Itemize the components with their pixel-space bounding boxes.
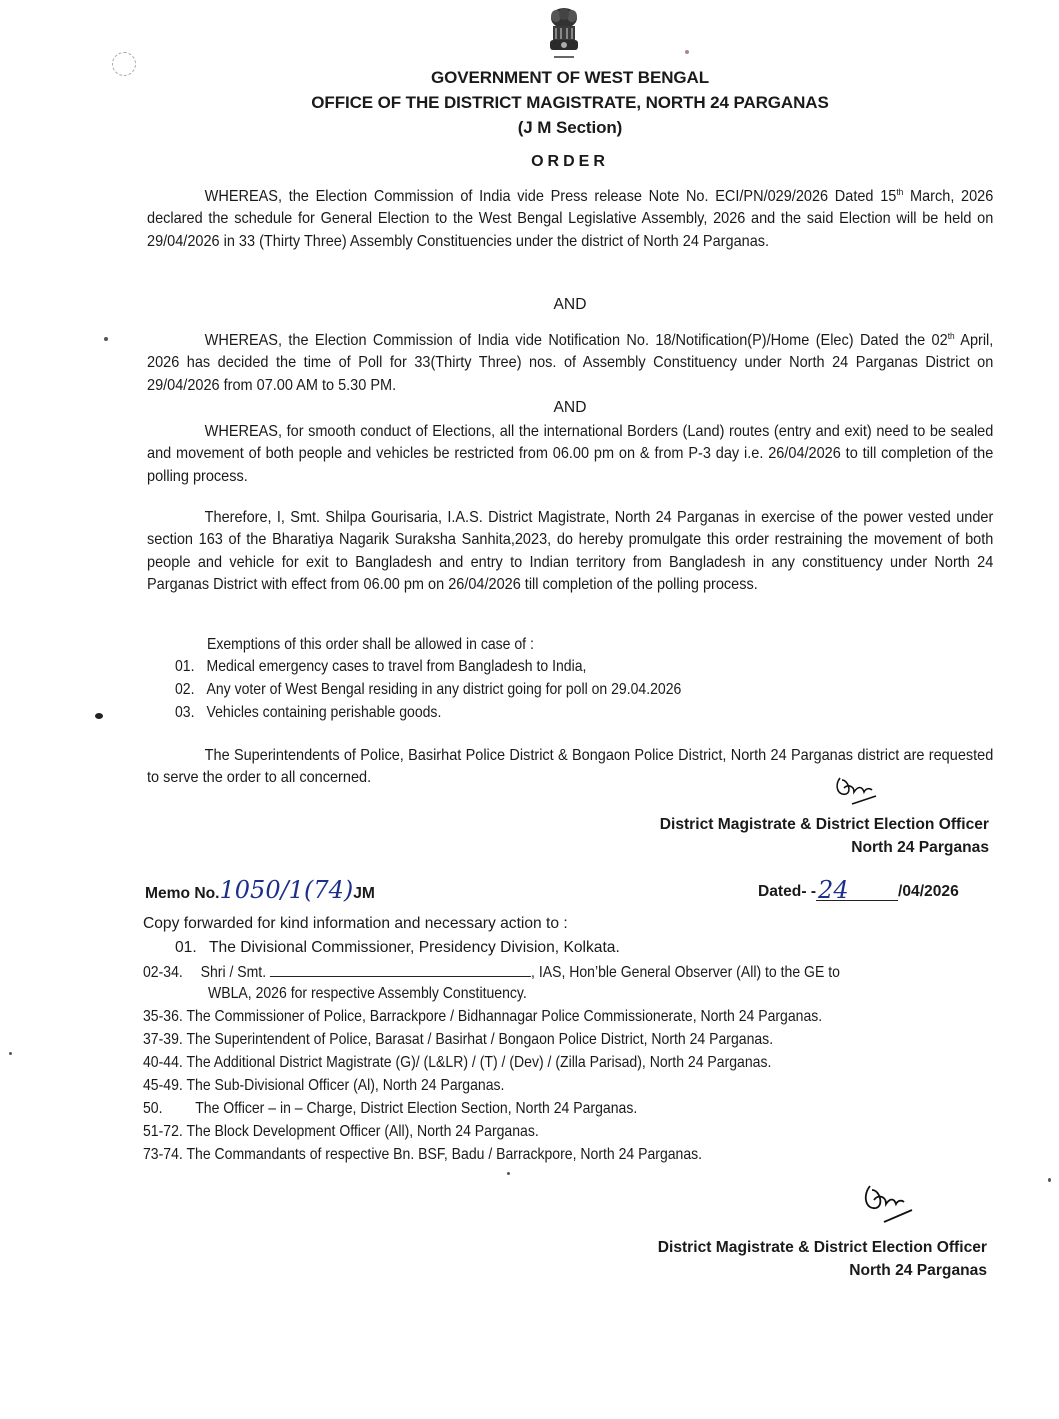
exemption-item xyxy=(175,658,586,676)
exemption-item xyxy=(175,681,681,699)
paragraph-text: March, 2026 declared the schedule for General Election to the West Bengal Legislative Assembly, 2026 and the said Election will be held on 29/04/2026 in 33 (Thirty Three) Assembly Constituencies under the district of North 24 Parganas. xyxy=(147,188,994,250)
paragraph-text: April, 2026 has decided the time of Poll for 33(Thirty Three) nos. of Assembly Constituency under North 24 Parganas District on 29/04/2026 from 07.00 AM to 5.30 PM. xyxy=(147,332,994,394)
copy-item xyxy=(143,1054,771,1072)
officer-district: North 24 Parganas xyxy=(851,839,989,856)
copy-item xyxy=(143,1008,822,1026)
item-text: The Commandants of respective Bn. BSF, Badu / Barrackpore, North 24 Parganas. xyxy=(186,1146,703,1163)
paragraph-order xyxy=(147,507,993,596)
officer-designation: District Magistrate & District Election Officer xyxy=(657,1239,987,1256)
copy-item xyxy=(175,939,620,957)
and-separator: AND xyxy=(553,399,587,416)
memo-suffix: JM xyxy=(353,885,375,902)
copy-item xyxy=(143,1100,637,1118)
paragraph-press-release xyxy=(147,186,993,253)
copy-item xyxy=(143,1031,773,1049)
item-text: Vehicles containing perishable goods. xyxy=(206,704,442,721)
item-text: The Officer – in – Charge, District Election Section, North 24 Parganas. xyxy=(195,1100,638,1117)
item-text: Shri / Smt. xyxy=(200,964,267,981)
item-text: The Commissioner of Police, Barrackpore / Bidhannagar Police Commissionerate, North 24 Parganas. xyxy=(186,1008,823,1025)
state-emblem-icon xyxy=(544,6,584,64)
signature-icon xyxy=(832,772,882,810)
paragraph-notification xyxy=(147,330,993,397)
dated-label: Dated- - xyxy=(758,883,817,900)
item-text: The Block Development Officer (All), North 24 Parganas. xyxy=(186,1123,539,1140)
office-heading: OFFICE OF THE DISTRICT MAGISTRATE, NORTH 24 PARGANAS xyxy=(311,93,829,112)
copy-forwarded-heading: Copy forwarded for kind information and necessary action to : xyxy=(143,915,568,932)
item-text: The Additional District Magistrate (G)/ (L&LR) / (T) / (Dev) / (Zilla Parisad), North 24 Parganas. xyxy=(186,1054,772,1071)
item-number: 02. xyxy=(175,681,195,698)
copy-item xyxy=(143,1077,504,1095)
item-number: 35-36. xyxy=(143,1008,183,1025)
exemptions-heading: Exemptions of this order shall be allowed in case of : xyxy=(207,636,534,653)
handwritten-day: 24 xyxy=(818,876,849,904)
scan-speck xyxy=(685,50,689,54)
officer-designation: District Magistrate & District Election Officer xyxy=(659,816,989,833)
signature-block xyxy=(660,813,989,859)
item-text: The Divisional Commissioner, Presidency Division, Kolkata. xyxy=(209,939,620,956)
memo-label: Memo No. xyxy=(145,885,220,902)
paragraph-text: Therefore, I, Smt. Shilpa Gourisaria, I.A.S. District Magistrate, North 24 Parganas in exercise of the power vested under section 163 of the Bharatiya Nagarik Suraksha Sanhita,2023, do hereby promulgate this order restraining the movement of both people and vehicle for exit to Bangladesh and entry to Indian territory from Bangladesh in any constituency under North 24 Parganas District with effect from 06.00 pm on 26/04/2026 till completion of the polling process. xyxy=(147,509,994,593)
item-number: 51-72. xyxy=(143,1123,183,1140)
copy-item-continuation: WBLA, 2026 for respective Assembly Constituency. xyxy=(208,985,527,1002)
copy-item xyxy=(143,1146,702,1164)
signature-block xyxy=(658,1236,987,1282)
signature-icon xyxy=(860,1180,920,1230)
paragraph-text: WHEREAS, the Election Commission of India vide Notification No. 18/Notification(P)/Home (Elec) Dated the 02 xyxy=(204,332,948,349)
paragraph-text: WHEREAS, the Election Commission of India vide Press release Note No. ECI/PN/029/2026 Dated 15 xyxy=(204,188,897,205)
exemption-item xyxy=(175,704,441,722)
scan-speck xyxy=(1048,1178,1051,1182)
memo-date xyxy=(758,876,959,904)
item-number: 03. xyxy=(175,704,195,721)
scan-speck xyxy=(9,1052,12,1055)
copy-item xyxy=(143,1123,539,1141)
copy-item xyxy=(143,962,840,982)
paragraph-text: The Superintendents of Police, Basirhat Police District & Bongaon Police District, North 24 Parganas district are requested to serve the order to all concerned. xyxy=(147,747,994,787)
superscript: th xyxy=(947,330,955,341)
item-number: 01. xyxy=(175,939,197,956)
item-number: 73-74. xyxy=(143,1146,183,1163)
item-text: The Sub-Divisional Officer (Al), North 24 Parganas. xyxy=(186,1077,505,1094)
dated-rest: /04/2026 xyxy=(898,883,959,900)
item-text: Medical emergency cases to travel from Bangladesh to India, xyxy=(206,658,587,675)
item-number: 02-34. xyxy=(143,964,183,981)
government-heading: GOVERNMENT OF WEST BENGAL xyxy=(430,68,709,87)
officer-district: North 24 Parganas xyxy=(849,1262,987,1279)
scan-speck xyxy=(507,1172,510,1175)
handwritten-memo-number: 1050/1(74) xyxy=(219,876,354,904)
order-title: ORDER xyxy=(531,153,609,170)
paragraph-borders xyxy=(147,421,993,488)
item-number: 01. xyxy=(175,658,195,675)
scan-speck xyxy=(104,337,108,341)
item-text: , IAS, Hon’ble General Observer (All) to the GE to xyxy=(531,964,840,981)
item-number: 50. xyxy=(143,1100,163,1117)
item-number: 40-44. xyxy=(143,1054,183,1071)
paragraph-text: WHEREAS, for smooth conduct of Elections, all the international Borders (Land) routes (entry and exit) need to be sealed and movement of both people and vehicles be restricted from 06.00 pm on & from P-3 day i.e. 26/04/2026 to till completion of the polling process. xyxy=(147,423,994,485)
observer-name-blank xyxy=(270,962,531,977)
memo-number xyxy=(145,876,375,904)
superscript: th xyxy=(896,186,904,197)
item-number: 45-49. xyxy=(143,1077,183,1094)
and-separator: AND xyxy=(553,296,587,313)
item-number: 37-39. xyxy=(143,1031,183,1048)
section-heading: (J M Section) xyxy=(517,118,623,137)
item-text: Any voter of West Bengal residing in any district going for poll on 29.04.2026 xyxy=(206,681,682,698)
scan-speck xyxy=(95,713,103,719)
item-text: The Superintendent of Police, Barasat / Basirhat / Bongaon Police District, North 24 Parganas. xyxy=(186,1031,774,1048)
